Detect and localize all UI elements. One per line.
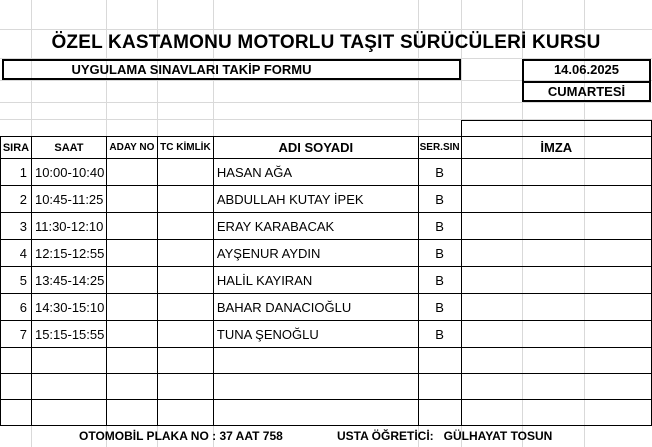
row-number[interactable]	[1, 348, 32, 374]
col-aday-no-header[interactable]: ADAY NO	[106, 137, 157, 159]
form-title-box[interactable]	[2, 59, 461, 80]
col-ser-header[interactable]: SER.SIN	[418, 137, 461, 159]
row-class[interactable]	[418, 374, 461, 400]
row-tc-id[interactable]	[157, 294, 213, 321]
row-class[interactable]	[418, 348, 461, 374]
form-title: UYGULAMA SINAVLARI TAKİP FORMU	[71, 62, 312, 77]
date-divider	[524, 81, 649, 83]
col-sira-header[interactable]: SIRA	[1, 137, 32, 159]
row-class[interactable]: B	[418, 159, 461, 186]
row-name[interactable]: AYŞENUR AYDIN	[213, 240, 418, 267]
row-number[interactable]	[1, 374, 32, 400]
row-signature[interactable]	[461, 240, 651, 267]
row-number[interactable]: 1	[1, 159, 32, 186]
row-tc-id[interactable]	[157, 213, 213, 240]
row-number[interactable]: 4	[1, 240, 32, 267]
row-time[interactable]	[31, 400, 106, 426]
row-tc-id[interactable]	[157, 400, 213, 426]
row-tc-id[interactable]	[157, 267, 213, 294]
row-candidate-no[interactable]	[106, 240, 157, 267]
row-time[interactable]: 14:30-15:10	[31, 294, 106, 321]
table-row	[1, 321, 652, 348]
row-number[interactable]: 6	[1, 294, 32, 321]
row-candidate-no[interactable]	[106, 159, 157, 186]
row-time[interactable]: 15:15-15:55	[31, 321, 106, 348]
row-time[interactable]: 10:00-10:40	[31, 159, 106, 186]
row-name[interactable]	[213, 400, 418, 426]
row-number[interactable]: 2	[1, 186, 32, 213]
row-candidate-no[interactable]	[106, 186, 157, 213]
table-row	[1, 374, 652, 400]
row-name[interactable]: HASAN AĞA	[213, 159, 418, 186]
row-name[interactable]: ABDULLAH KUTAY İPEK	[213, 186, 418, 213]
row-tc-id[interactable]	[157, 240, 213, 267]
col-name-header[interactable]: ADI SOYADI	[213, 137, 418, 159]
row-time[interactable]: 12:15-12:55	[31, 240, 106, 267]
row-time[interactable]	[31, 348, 106, 374]
row-tc-id[interactable]	[157, 159, 213, 186]
table-body	[1, 159, 652, 426]
exam-date: 14.06.2025	[553, 62, 620, 77]
table-row	[1, 186, 652, 213]
exam-day: CUMARTESİ	[547, 84, 626, 99]
signature-header-top	[461, 120, 652, 137]
row-name[interactable]: TUNA ŞENOĞLU	[213, 321, 418, 348]
row-candidate-no[interactable]	[106, 267, 157, 294]
row-time[interactable]: 13:45-14:25	[31, 267, 106, 294]
row-tc-id[interactable]	[157, 321, 213, 348]
row-class[interactable]: B	[418, 267, 461, 294]
row-class[interactable]: B	[418, 240, 461, 267]
row-time[interactable]	[31, 374, 106, 400]
row-name[interactable]	[213, 348, 418, 374]
row-signature[interactable]	[461, 213, 651, 240]
row-number[interactable]: 5	[1, 267, 32, 294]
table-row	[1, 400, 652, 426]
row-number[interactable]	[1, 400, 32, 426]
row-number[interactable]: 3	[1, 213, 32, 240]
row-signature[interactable]	[461, 400, 651, 426]
table-row	[1, 348, 652, 374]
row-name[interactable]	[213, 374, 418, 400]
row-time[interactable]: 11:30-12:10	[31, 213, 106, 240]
row-tc-id[interactable]	[157, 374, 213, 400]
row-class[interactable]: B	[418, 294, 461, 321]
row-signature[interactable]	[461, 267, 651, 294]
row-candidate-no[interactable]	[106, 374, 157, 400]
page-title: ÖZEL KASTAMONU MOTORLU TAŞIT SÜRÜCÜLERİ KURSU	[51, 32, 601, 53]
row-candidate-no[interactable]	[106, 321, 157, 348]
table-row	[1, 213, 652, 240]
row-class[interactable]: B	[418, 321, 461, 348]
table-row	[1, 240, 652, 267]
row-class[interactable]	[418, 400, 461, 426]
col-saat-header[interactable]: SAAT	[31, 137, 106, 159]
table-row	[1, 294, 652, 321]
row-time[interactable]: 10:45-11:25	[31, 186, 106, 213]
table-row	[1, 159, 652, 186]
row-signature[interactable]	[461, 374, 651, 400]
row-class[interactable]: B	[418, 213, 461, 240]
row-signature[interactable]	[461, 159, 651, 186]
row-name[interactable]: ERAY KARABACAK	[213, 213, 418, 240]
row-signature[interactable]	[461, 294, 651, 321]
row-tc-id[interactable]	[157, 186, 213, 213]
exam-table	[0, 136, 652, 426]
row-name[interactable]: BAHAR DANACIOĞLU	[213, 294, 418, 321]
row-signature[interactable]	[461, 321, 651, 348]
row-candidate-no[interactable]	[106, 294, 157, 321]
row-class[interactable]: B	[418, 186, 461, 213]
instructor: USTA ÖĞRETİCİ: GÜLHAYAT TOSUN	[337, 429, 553, 443]
col-tc-header[interactable]: TC KİMLİK	[157, 137, 213, 159]
table-row	[1, 267, 652, 294]
row-number[interactable]: 7	[1, 321, 32, 348]
row-signature[interactable]	[461, 186, 651, 213]
date-box[interactable]	[522, 59, 651, 102]
row-candidate-no[interactable]	[106, 400, 157, 426]
table-header-row	[1, 137, 652, 159]
col-imza-header[interactable]: İMZA	[461, 137, 651, 159]
vehicle-plate: OTOMOBİL PLAKA NO : 37 AAT 758	[79, 429, 283, 443]
row-candidate-no[interactable]	[106, 213, 157, 240]
row-candidate-no[interactable]	[106, 348, 157, 374]
row-name[interactable]: HALİL KAYIRAN	[213, 267, 418, 294]
row-signature[interactable]	[461, 348, 651, 374]
row-tc-id[interactable]	[157, 348, 213, 374]
